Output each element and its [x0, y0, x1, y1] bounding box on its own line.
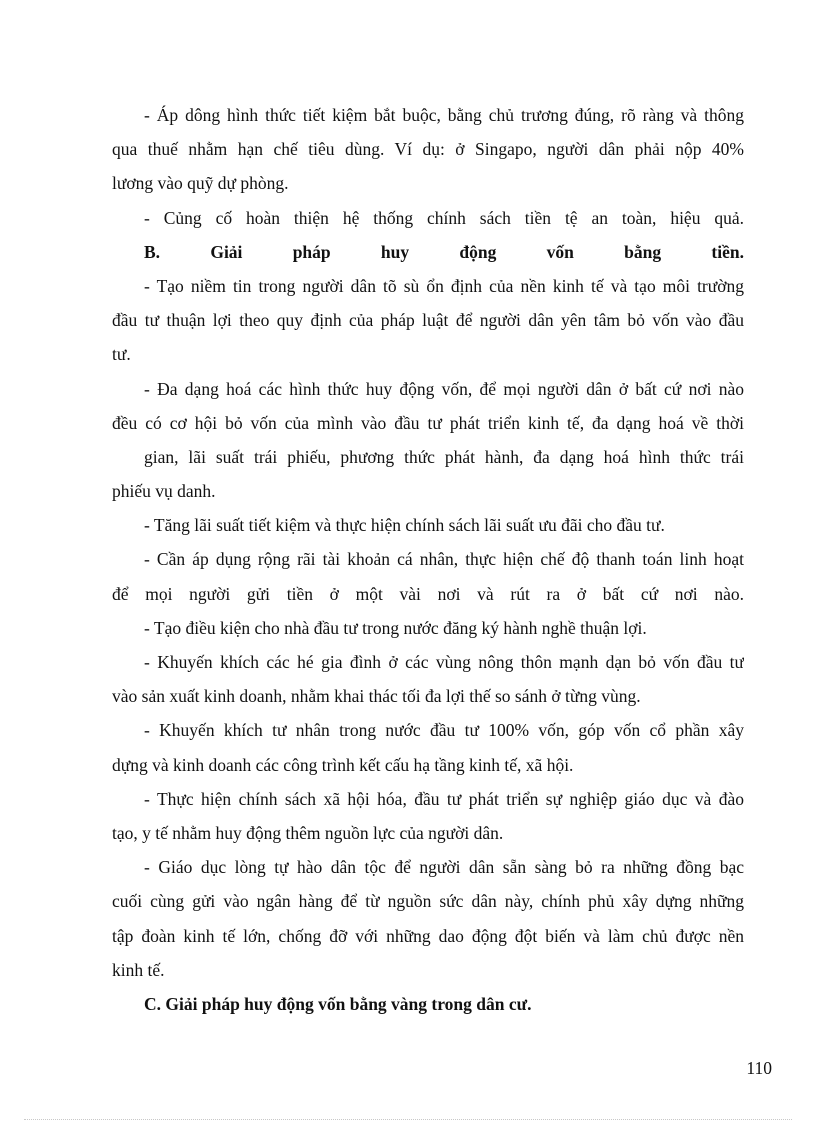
- text-line: - Thực hiện chính sách xã hội hóa, đầu tư phát triển sự nghiệp giáo dục và đào: [144, 788, 744, 809]
- page-number: 110: [746, 1058, 772, 1078]
- body-text: [112, 98, 744, 1021]
- text-line: vào sản xuất kinh doanh, nhằm khai thác tối đa lợi thế so sánh ở từng vùng.: [112, 686, 641, 707]
- text-line: qua thuế nhằm hạn chế tiêu dùng. Ví dụ: ở Singapo, người dân phải nộp 40%: [112, 139, 744, 160]
- text-line: tập đoàn kinh tế lớn, chống đỡ với những dao động đột biến và làm chủ được nền: [112, 925, 744, 946]
- text-line: cuối cùng gửi vào ngân hàng để từ nguồn sức dân này, chính phủ xây dựng những: [112, 891, 744, 912]
- text-line: dựng và kinh doanh các công trình kết cấu hạ tầng kinh tế, xã hội.: [112, 754, 574, 775]
- text-line: tư.: [112, 344, 131, 365]
- text-line: lương vào quỹ dự phòng.: [112, 173, 289, 194]
- section-heading: C. Giải pháp huy động vốn bằng vàng trong dân cư.: [144, 993, 532, 1014]
- text-line: - Tạo điều kiện cho nhà đầu tư trong nước đăng ký hành nghề thuận lợi.: [144, 617, 647, 638]
- text-line: - Cần áp dụng rộng rãi tài khoản cá nhân, thực hiện chế độ thanh toán linh hoạt: [144, 549, 744, 570]
- text-line: - Khuyến khích tư nhân trong nước đầu tư 100% vốn, góp vốn cổ phần xây: [144, 720, 744, 741]
- page-bottom-divider: [24, 1119, 792, 1120]
- text-line: - Khuyến khích các hé gia đình ở các vùng nông thôn mạnh dạn bỏ vốn đầu tư: [144, 652, 744, 672]
- text-line: đầu tư thuận lợi theo quy định của pháp luật để người dân yên tâm bỏ vốn vào đầu: [112, 310, 744, 331]
- text-line: - Tăng lãi suất tiết kiệm và thực hiện chính sách lãi suất ưu đãi cho đầu tư.: [144, 515, 665, 536]
- text-line: - Áp dông hình thức tiết kiệm bắt buộc, bằng chủ trương đúng, rõ ràng và thông: [144, 105, 744, 125]
- text-line: - Củng cố hoàn thiện hệ thống chính sách tiền tệ an toàn, hiệu quả.: [144, 207, 744, 228]
- section-heading: B. Giải pháp huy động vốn bằng tiền.: [144, 241, 744, 262]
- text-line: - Tạo niềm tin trong người dân tõ sù ổn định của nền kinh tế và tạo môi trường: [144, 275, 744, 296]
- text-line: - Đa dạng hoá các hình thức huy động vốn, để mọi người dân ở bất cứ nơi nào: [144, 378, 744, 399]
- text-line: để mọi người gửi tiền ở một vài nơi và rút ra ở bất cứ nơi nào.: [112, 583, 744, 604]
- text-line: - Giáo dục lòng tự hào dân tộc để người dân sẵn sàng bỏ ra những đồng bạc: [144, 857, 744, 878]
- text-line: phiếu vụ danh.: [112, 481, 216, 502]
- text-line: đều có cơ hội bỏ vốn của mình vào đầu tư phát triển kinh tế, đa dạng hoá về thời: [112, 412, 744, 433]
- text-line: kinh tế.: [112, 959, 165, 980]
- text-line: gian, lãi suất trái phiếu, phương thức phát hành, đa dạng hoá hình thức trái: [144, 446, 744, 467]
- text-line: tạo, y tế nhằm huy động thêm nguồn lực của người dân.: [112, 822, 504, 843]
